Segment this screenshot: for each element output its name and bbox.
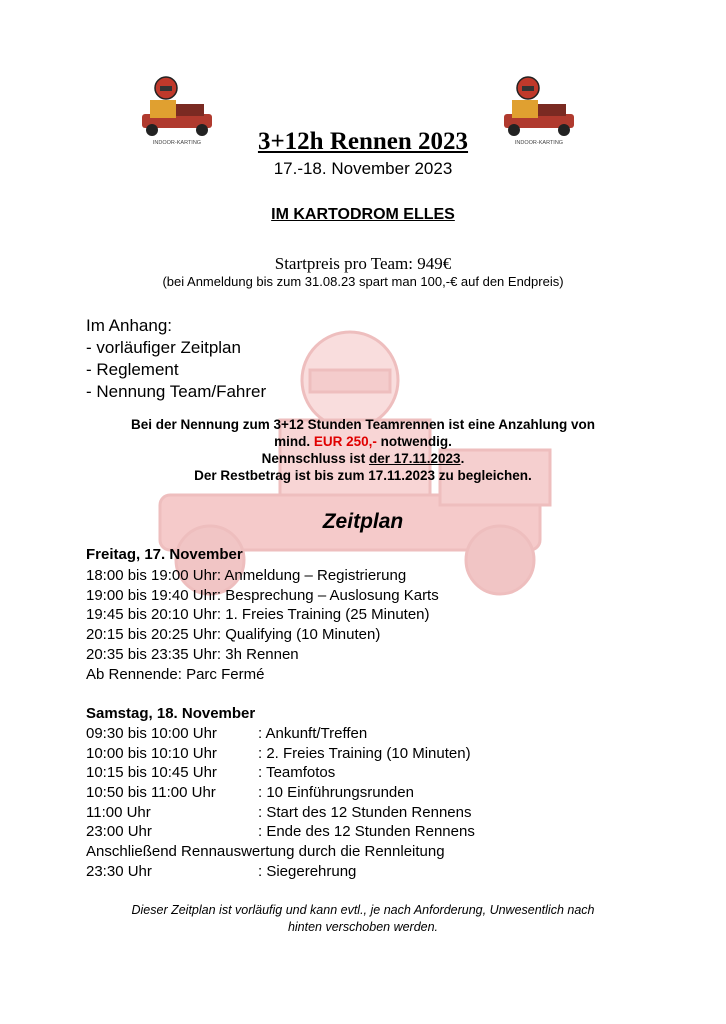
price-note: (bei Anmeldung bis zum 31.08.23 spart man 100,-€ auf den Endpreis)	[162, 274, 564, 289]
row-time: 11:00 Uhr	[86, 803, 151, 821]
disclaimer-line: hinten verschoben werden.	[287, 920, 439, 934]
schedule-disclaimer	[0, 902, 726, 936]
attachment-item: - Reglement	[86, 360, 179, 379]
notice-line: Bei der Nennung zum 3+12 Stunden Teamrennen ist eine Anzahlung von	[131, 417, 595, 432]
row-time: 10:00 bis 10:10 Uhr	[86, 744, 217, 762]
attachments-list	[86, 315, 266, 403]
friday-heading: Freitag, 17. November	[86, 546, 243, 563]
schedule-row: 19:45 bis 20:10 Uhr: 1. Freies Training (25 Minuten)	[86, 606, 430, 624]
notice-text: Nennschluss ist	[261, 451, 369, 466]
deposit-amount: EUR 250,-	[313, 434, 377, 449]
row-time: 10:15 bis 10:45 Uhr	[86, 764, 217, 782]
notice-line	[0, 433, 726, 450]
svg-text:INDOOR-KARTING: INDOOR-KARTING	[152, 140, 202, 146]
row-desc: : 10 Einführungsrunden	[258, 784, 414, 802]
event-title: 3+12h Rennen 2023	[257, 128, 469, 155]
notice-line	[0, 450, 726, 467]
row-time: Anschließend Rennauswertung durch die Rennleitung	[86, 843, 445, 861]
row-desc: : Start des 12 Stunden Rennens	[258, 803, 472, 821]
notice-text: notwendig.	[376, 434, 452, 449]
row-desc: : Ankunft/Treffen	[258, 725, 368, 742]
schedule-heading: Zeitplan	[322, 510, 404, 533]
row-time: 09:30 bis 10:00 Uhr	[86, 725, 217, 742]
row-desc: : Siegerehrung	[258, 862, 357, 880]
schedule-row: Ab Rennende: Parc Fermé	[86, 665, 265, 683]
schedule-row: 18:00 bis 19:00 Uhr: Anmeldung – Registrierung	[86, 567, 407, 584]
row-desc: : 2. Freies Training (10 Minuten)	[258, 744, 471, 762]
attachment-item: - vorläufiger Zeitplan	[86, 338, 241, 357]
row-time: 23:00 Uhr	[86, 823, 152, 841]
event-venue: IM KARTODROM ELLES	[271, 206, 455, 223]
event-date: 17.-18. November 2023	[273, 159, 453, 178]
notice-text: .	[460, 451, 465, 466]
attachment-item: - Nennung Team/Fahrer	[86, 382, 267, 401]
row-desc: : Teamfotos	[258, 764, 336, 782]
saturday-heading: Samstag, 18. November	[86, 705, 256, 722]
schedule-row: 20:35 bis 23:35 Uhr: 3h Rennen	[86, 645, 299, 663]
row-time: 10:50 bis 11:00 Uhr	[86, 784, 216, 802]
attachments-heading: Im Anhang:	[86, 316, 173, 335]
schedule-row: 19:00 bis 19:40 Uhr: Besprechung – Auslosung Karts	[86, 586, 439, 604]
friday-schedule	[86, 566, 439, 684]
deadline-date: der 17.11.2023	[368, 451, 461, 466]
row-desc: : Ende des 12 Stunden Rennens	[258, 823, 475, 841]
start-price: Startpreis pro Team: 949€	[274, 254, 452, 273]
disclaimer-line: Dieser Zeitplan ist vorläufig und kann evtl., je nach Anforderung, Unwesentlich nach	[131, 903, 595, 917]
row-time: 23:30 Uhr	[86, 862, 152, 880]
schedule-row: 20:15 bis 20:25 Uhr: Qualifying (10 Minuten)	[86, 626, 381, 644]
registration-notice	[0, 416, 726, 484]
svg-text:INDOOR-KARTING: INDOOR-KARTING	[514, 140, 564, 146]
notice-text: mind.	[274, 434, 314, 449]
notice-line: Der Restbetrag ist bis zum 17.11.2023 zu begleichen.	[194, 468, 532, 483]
